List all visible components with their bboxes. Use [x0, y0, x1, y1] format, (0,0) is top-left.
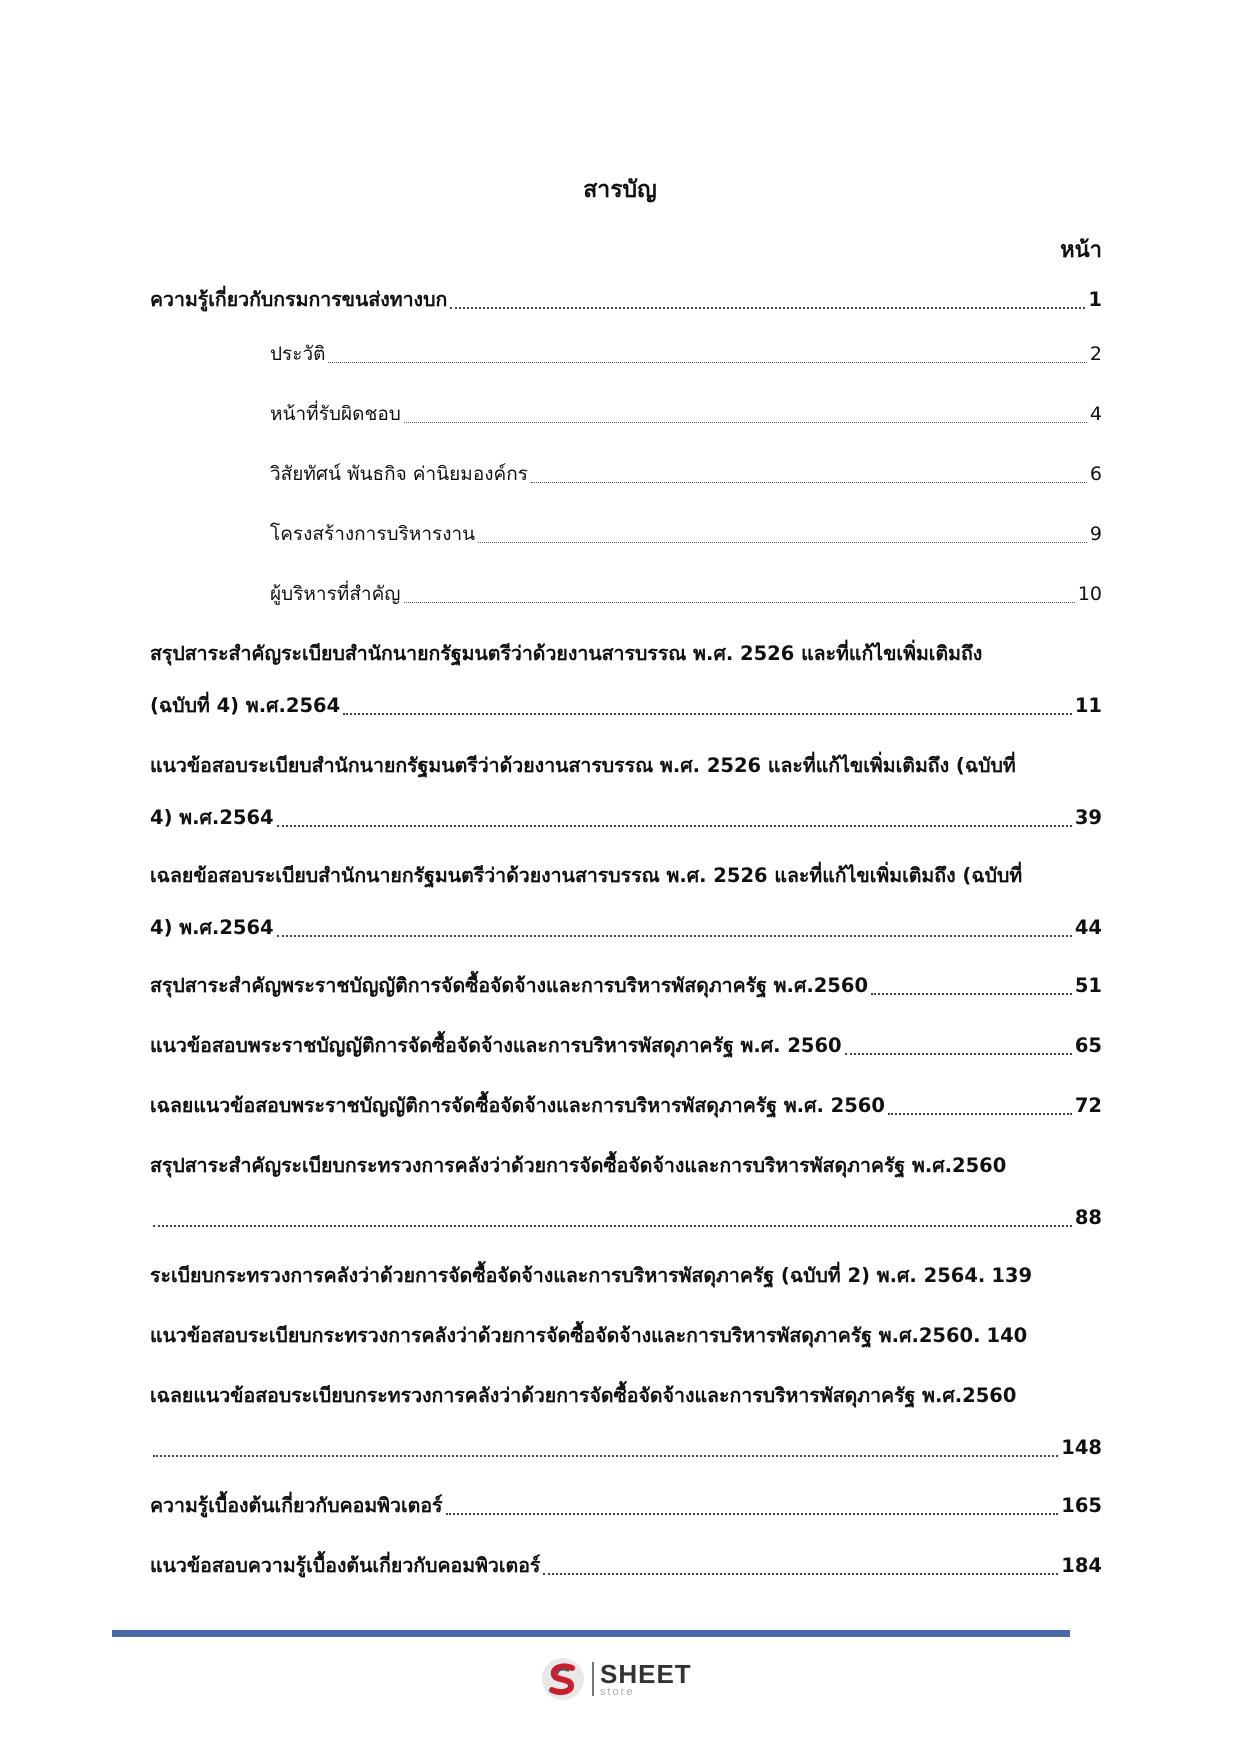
logo-divider — [592, 1662, 594, 1696]
toc-entry[interactable] — [150, 1321, 1102, 1351]
toc-entry-page: 4 — [1089, 403, 1102, 425]
toc-entry-text: ประวัติ — [270, 343, 326, 365]
brand-text — [600, 1658, 692, 1698]
toc-entry-page: 184 — [1061, 1554, 1102, 1577]
toc-entry-text: 4) พ.ศ.2564 — [150, 916, 274, 939]
brand-name: SHEET — [600, 1658, 692, 1689]
toc-subentry[interactable] — [150, 339, 1102, 369]
toc-entry-text: แนวข้อสอบความรู้เบื้องต้นเกี่ยวกับคอมพิวเตอร์ — [150, 1554, 541, 1577]
toc-entry-page: 44 — [1074, 916, 1102, 939]
toc-entry[interactable] — [150, 639, 1102, 721]
toc-entry-page: 2 — [1089, 343, 1102, 365]
page-column-header: หน้า — [1060, 238, 1102, 263]
toc-entry-page: 51 — [1074, 974, 1102, 997]
dot-leader — [277, 935, 1072, 937]
dot-leader — [277, 825, 1072, 827]
toc-entry-text-line1: เฉลยข้อสอบระเบียบสำนักนายกรัฐมนตรีว่าด้วยงานสารบรรณ พ.ศ. 2526 และที่แก้ไขเพิ่มเติมถึง (ฉบับที่ — [150, 864, 1023, 887]
toc-entry[interactable] — [150, 285, 1102, 315]
toc-entry-page: 6 — [1089, 463, 1102, 485]
toc-entry[interactable] — [150, 751, 1102, 833]
dot-leader — [404, 602, 1075, 603]
footer-rule — [112, 1630, 1070, 1637]
toc-entry-text: วิสัยทัศน์ พันธกิจ ค่านิยมองค์กร — [270, 463, 528, 485]
dot-leader — [446, 1513, 1059, 1515]
toc-entry-page: 88 — [1074, 1206, 1102, 1229]
dot-leader — [404, 422, 1087, 423]
dot-leader — [343, 713, 1072, 715]
sheet-store-logo-icon — [540, 1656, 586, 1702]
dot-leader — [845, 1053, 1072, 1055]
toc-entry-text-line1: สรุปสาระสำคัญระเบียบกระทรวงการคลังว่าด้วยการจัดซื้อจัดจ้างและการบริหารพัสดุภาครัฐ พ.ศ.2560 — [150, 1154, 1007, 1177]
dot-leader — [478, 542, 1087, 543]
toc-entry-text: 4) พ.ศ.2564 — [150, 806, 274, 829]
toc-title: สารบัญ — [583, 177, 657, 203]
dot-leader — [871, 993, 1072, 995]
toc-entry-page: 39 — [1074, 806, 1102, 829]
toc-entry[interactable] — [150, 861, 1102, 943]
toc-entry-text: ระเบียบกระทรวงการคลังว่าด้วยการจัดซื้อจัดจ้างและการบริหารพัสดุภาครัฐ (ฉบับที่ 2) พ.ศ. 2564. — [150, 1264, 986, 1287]
toc-entry-text-line1: เฉลยแนวข้อสอบระเบียบกระทรวงการคลังว่าด้วยการจัดซื้อจัดจ้างและการบริหารพัสดุภาครัฐ พ.ศ.2560 — [150, 1384, 1017, 1407]
dot-leader — [531, 482, 1087, 483]
toc-entry[interactable] — [150, 1551, 1102, 1581]
toc-subentry[interactable] — [150, 399, 1102, 429]
toc-entry[interactable] — [150, 1381, 1102, 1463]
toc-entry[interactable] — [150, 971, 1102, 1001]
toc-entry-page: 165 — [1061, 1494, 1102, 1517]
toc-entry-text: สรุปสาระสำคัญพระราชบัญญัติการจัดซื้อจัดจ้างและการบริหารพัสดุภาครัฐ พ.ศ.2560 — [150, 974, 869, 997]
toc-entry-text: แนวข้อสอบพระราชบัญญัติการจัดซื้อจัดจ้างและการบริหารพัสดุภาครัฐ พ.ศ. 2560 — [150, 1034, 842, 1057]
toc-entry[interactable] — [150, 1031, 1102, 1061]
toc-entry[interactable] — [150, 1261, 1102, 1291]
toc-subentry[interactable] — [150, 579, 1102, 609]
dot-leader — [153, 1225, 1072, 1227]
toc-entry-page: 139 — [991, 1264, 1033, 1287]
sheet-store-logo — [540, 1656, 692, 1702]
toc-subentry[interactable] — [150, 459, 1102, 489]
toc-entry-text: ความรู้เกี่ยวกับกรมการขนส่งทางบก — [150, 288, 448, 311]
dot-leader — [153, 1455, 1058, 1457]
toc-entry[interactable] — [150, 1151, 1102, 1233]
dot-leader — [450, 307, 1085, 309]
toc-entry-page: 72 — [1074, 1094, 1102, 1117]
brand-sub: store — [600, 1685, 635, 1698]
toc-entry-page: 1 — [1088, 288, 1102, 311]
toc-entry-text-line1: แนวข้อสอบระเบียบสำนักนายกรัฐมนตรีว่าด้วยงานสารบรรณ พ.ศ. 2526 และที่แก้ไขเพิ่มเติมถึง (ฉบับที่ — [150, 754, 1016, 777]
toc-entry-text: ผู้บริหารที่สำคัญ — [270, 583, 401, 605]
toc-entry-text: แนวข้อสอบระเบียบกระทรวงการคลังว่าด้วยการจัดซื้อจัดจ้างและการบริหารพัสดุภาครัฐ พ.ศ.2560. — [150, 1324, 981, 1347]
toc-subentry[interactable] — [150, 519, 1102, 549]
toc-entry[interactable] — [150, 1091, 1102, 1121]
toc-entry[interactable] — [150, 1491, 1102, 1521]
dot-leader — [888, 1113, 1072, 1115]
toc-entry-text: เฉลยแนวข้อสอบพระราชบัญญัติการจัดซื้อจัดจ้างและการบริหารพัสดุภาครัฐ พ.ศ. 2560 — [150, 1094, 885, 1117]
dot-leader — [328, 362, 1086, 363]
toc-entry-text: (ฉบับที่ 4) พ.ศ.2564 — [150, 694, 341, 717]
toc-entry-text: โครงสร้างการบริหารงาน — [270, 523, 476, 545]
toc-entry-text: หน้าที่รับผิดชอบ — [270, 403, 401, 425]
toc-entry-page: 148 — [1061, 1436, 1102, 1459]
toc-entry-page: 10 — [1077, 583, 1102, 605]
toc-entry-page: 9 — [1089, 523, 1102, 545]
dot-leader — [543, 1573, 1058, 1575]
toc-entry-text-line1: สรุปสาระสำคัญระเบียบสำนักนายกรัฐมนตรีว่าด้วยงานสารบรรณ พ.ศ. 2526 และที่แก้ไขเพิ่มเติมถึง — [150, 642, 983, 665]
toc-entry-page: 65 — [1074, 1034, 1102, 1057]
toc-entry-text: ความรู้เบื้องต้นเกี่ยวกับคอมพิวเตอร์ — [150, 1494, 443, 1517]
toc-entry-page: 140 — [986, 1324, 1028, 1347]
toc-entry-page: 11 — [1074, 694, 1102, 717]
